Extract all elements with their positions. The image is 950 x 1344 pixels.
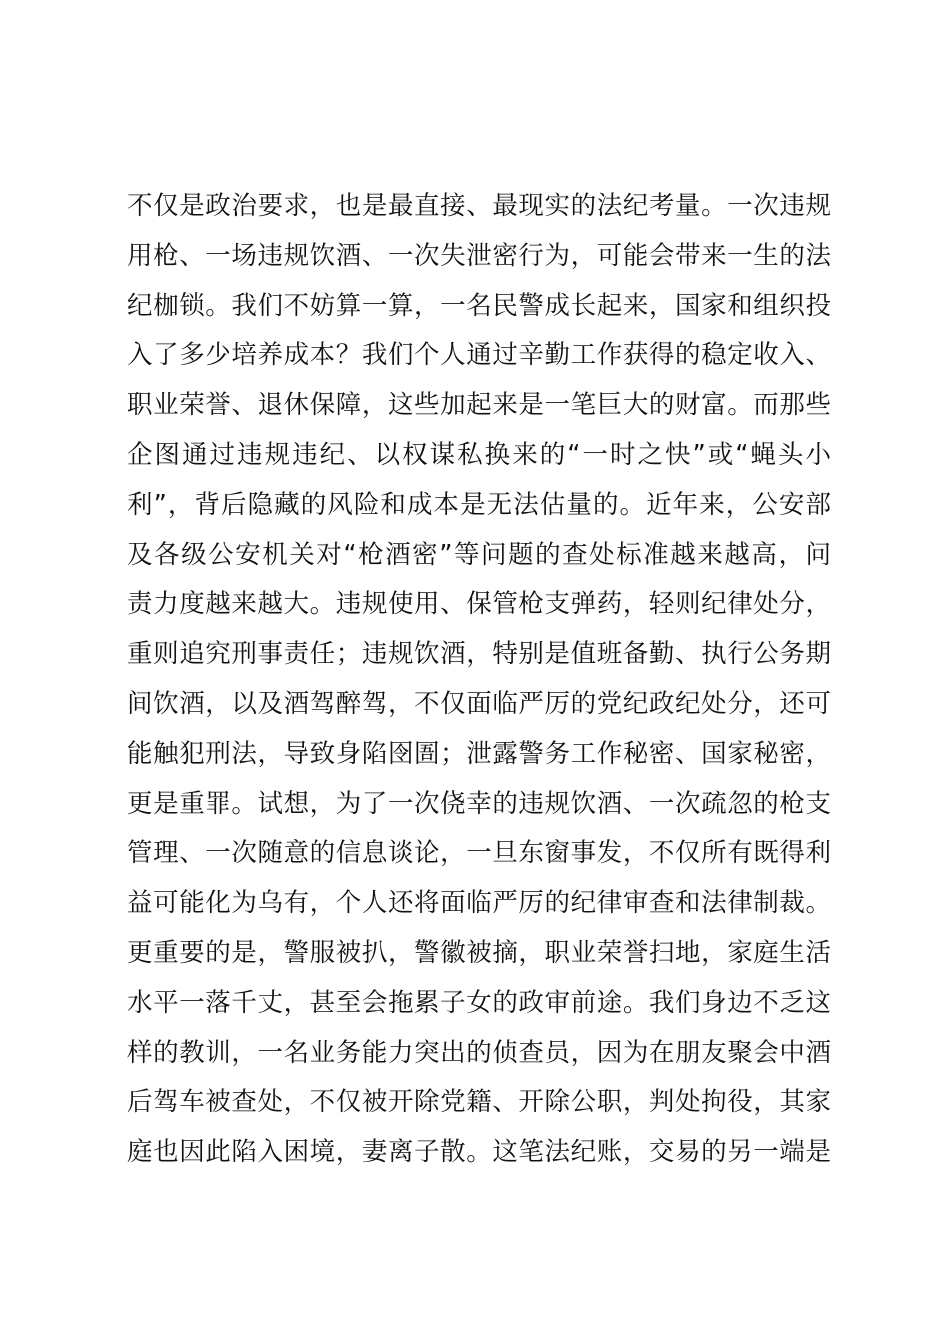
text-line: 责力度越来越大。违规使用、保管枪支弹药，轻则纪律处分，	[127, 589, 831, 620]
text-line: 及各级公安机关对“枪酒密”等问题的查处标准越来越高，问	[127, 539, 831, 570]
text-line: 后驾车被查处，不仅被开除党籍、开除公职，判处拘役，其家	[127, 1087, 831, 1118]
text-line: 样的教训，一名业务能力突出的侦查员，因为在朋友聚会中酒	[127, 1037, 831, 1068]
text-line: 用枪、一场违规饮酒、一次失泄密行为，可能会带来一生的法	[127, 240, 831, 271]
text-line: 庭也因此陷入困境，妻离子散。这笔法纪账，交易的另一端是	[127, 1137, 831, 1168]
text-line: 水平一落千丈，甚至会拖累子女的政审前途。我们身边不乏这	[127, 987, 831, 1018]
text-line: 不仅是政治要求，也是最直接、最现实的法纪考量。一次违规	[127, 191, 831, 221]
text-line: 企图通过违规违纪、以权谋私换来的“一时之快”或“蝇头小	[127, 439, 831, 470]
text-line: 职业荣誉、退休保障，这些加起来是一笔巨大的财富。而那些	[127, 390, 831, 421]
text-line: 益可能化为乌有，个人还将面临严厉的纪律审查和法律制裁。	[127, 888, 831, 919]
text-line: 重则追究刑事责任；违规饮酒，特别是值班备勤、执行公务期	[127, 639, 831, 670]
text-line: 能触犯刑法，导致身陷囹圄；泄露警务工作秘密、国家秘密，	[127, 738, 831, 769]
text-line: 入了多少培养成本？我们个人通过辛勤工作获得的稳定收入、	[127, 340, 831, 371]
text-line: 管理、一次随意的信息谈论，一旦东窗事发，不仅所有既得利	[127, 838, 831, 869]
document-body	[127, 182, 831, 1178]
text-line: 更重要的是，警服被扒，警徽被摘，职业荣誉扫地，家庭生活	[127, 937, 831, 968]
text-line: 纪枷锁。我们不妨算一算，一名民警成长起来，国家和组织投	[127, 290, 831, 321]
text-line: 间饮酒，以及酒驾醉驾，不仅面临严厉的党纪政纪处分，还可	[127, 688, 831, 719]
text-line: 更是重罪。试想，为了一次侥幸的违规饮酒、一次疏忽的枪支	[127, 788, 831, 819]
text-line: 利”，背后隐藏的风险和成本是无法估量的。近年来，公安部	[127, 489, 831, 520]
